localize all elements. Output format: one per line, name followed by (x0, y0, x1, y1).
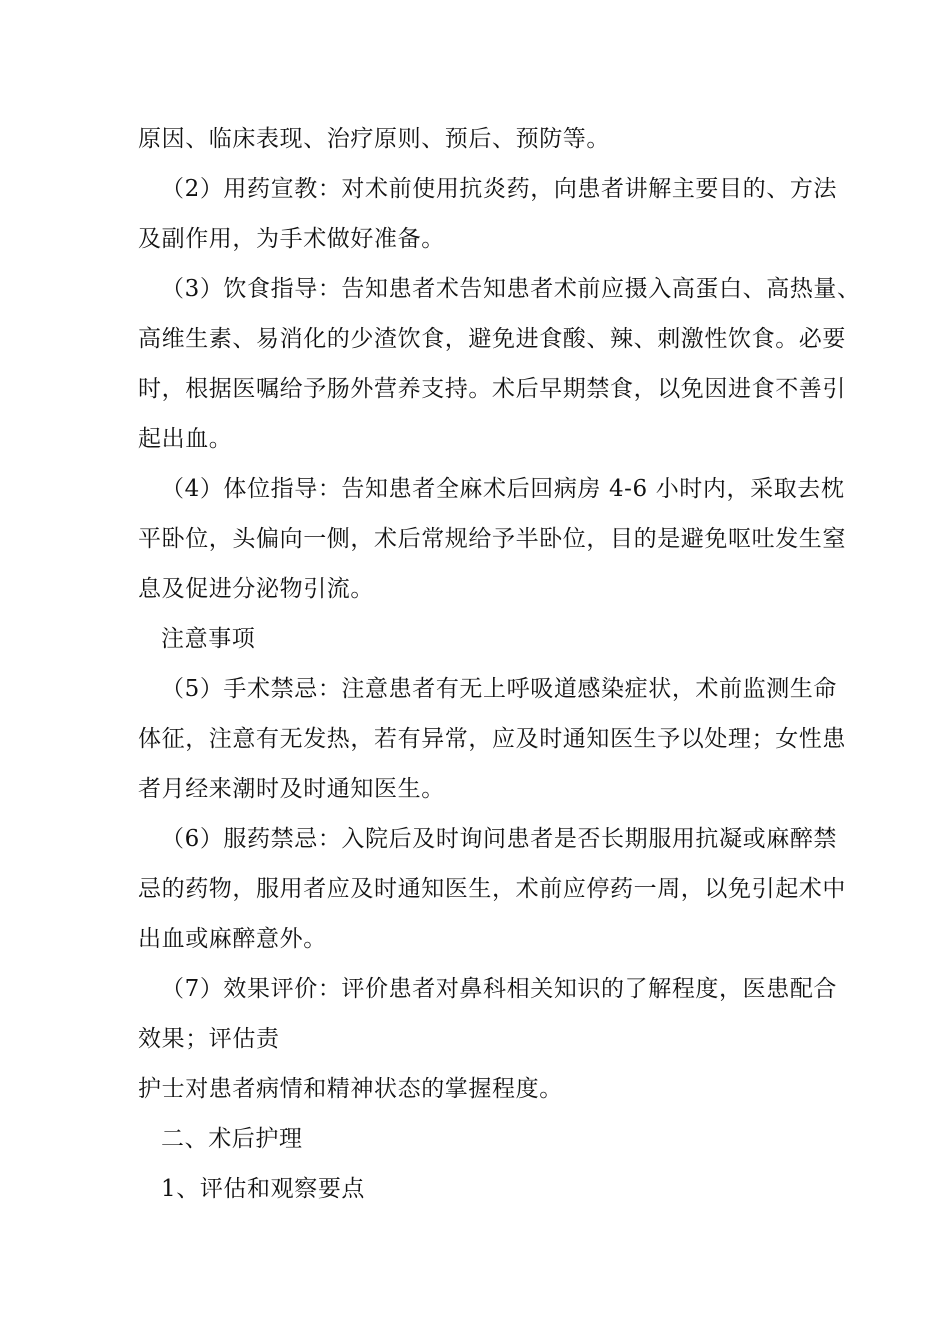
section-heading: 注意事项 (161, 626, 256, 652)
text-line: （6）服药禁忌：入院后及时询问患者是否长期服用抗凝或麻醉禁 (161, 826, 838, 852)
text-line: （4）体位指导：告知患者全麻术后回病房 4-6 小时内，采取去枕 (161, 476, 845, 502)
section-heading: 二、术后护理 (161, 1126, 303, 1152)
text-line: （3）饮食指导：告知患者术告知患者术前应摄入高蛋白、高热量、 (161, 276, 861, 302)
subsection-heading: 1、评估和观察要点 (161, 1176, 366, 1202)
text-line: 体征，注意有无发热，若有异常，应及时通知医生予以处理；女性患 (138, 726, 846, 752)
text-line: 原因、临床表现、治疗原则、预后、预防等。 (138, 126, 610, 152)
text-line: 忌的药物，服用者应及时通知医生，术前应停药一周，以免引起术中 (138, 876, 846, 902)
text-line: （5）手术禁忌：注意患者有无上呼吸道感染症状，术前监测生命 (161, 676, 838, 702)
text-line: 起出血。 (138, 426, 233, 452)
text-line: 出血或麻醉意外。 (138, 926, 327, 952)
text-line: 及副作用，为手术做好准备。 (138, 226, 445, 252)
text-line: （2）用药宣教：对术前使用抗炎药，向患者讲解主要目的、方法 (161, 176, 838, 202)
text-line: 护士对患者病情和精神状态的掌握程度。 (138, 1076, 563, 1102)
text-line: 效果；评估责 (138, 1026, 280, 1052)
text-line: （7）效果评价：评价患者对鼻科相关知识的了解程度，医患配合 (161, 976, 838, 1002)
text-line: 平卧位，头偏向一侧，术后常规给予半卧位，目的是避免呕吐发生窒 (138, 526, 846, 552)
text-line: 息及促进分泌物引流。 (138, 576, 374, 602)
text-line: 时，根据医嘱给予肠外营养支持。术后早期禁食，以免因进食不善引 (138, 376, 846, 402)
text-line: 高维生素、易消化的少渣饮食，避免进食酸、辣、刺激性饮食。必要 (138, 326, 846, 352)
text-line: 者月经来潮时及时通知医生。 (138, 776, 445, 802)
